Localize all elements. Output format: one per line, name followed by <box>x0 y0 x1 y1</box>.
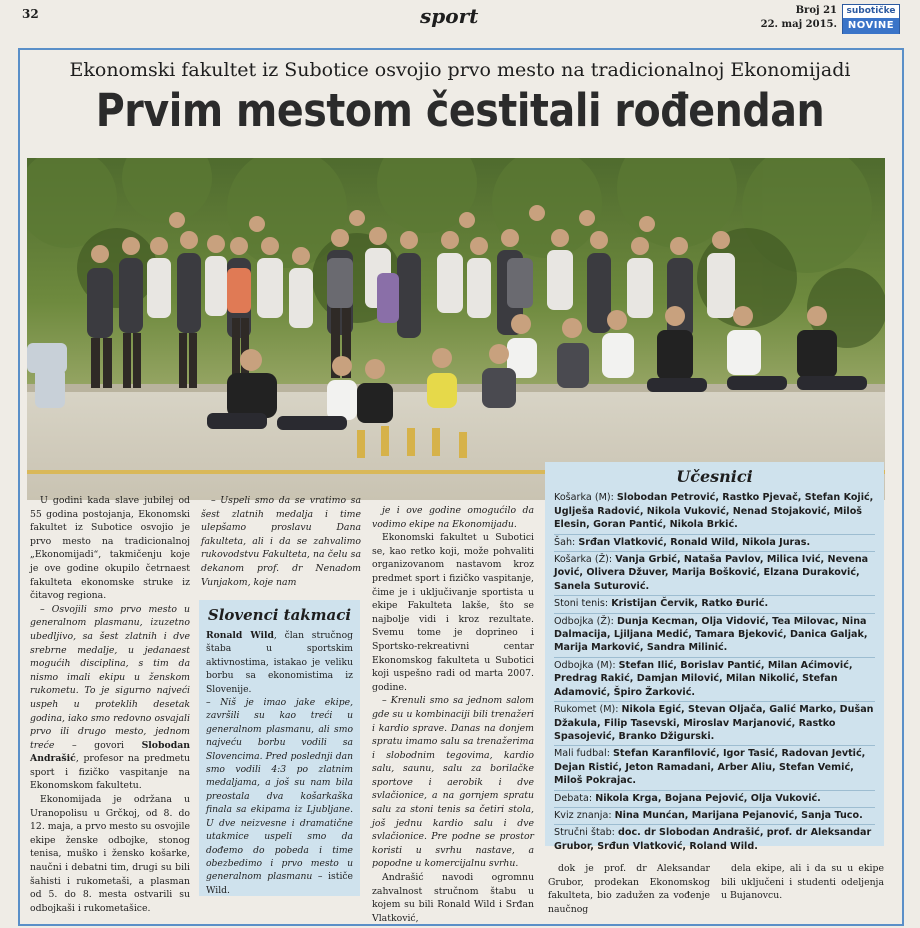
logo-bottom-text: NOVINE <box>843 18 899 34</box>
page-number: 32 <box>22 7 39 21</box>
col3-continuation: je i ove godine omogućilo da vodimo ekipe na Ekonomijadu. <box>372 505 534 530</box>
sidebar-title: Slovenci takmaci <box>207 606 352 624</box>
sidebar-quote <box>206 696 353 897</box>
sidebar-quote-end: – ističe Wild. <box>206 871 353 896</box>
participants-discipline: Stoni tenis: <box>554 598 609 610</box>
participants-names: Nikola Krga, Bojana Pejović, Olja Vuković. <box>595 792 821 804</box>
participants-discipline: Kviz znanja: <box>554 809 612 821</box>
group-photo-illustration <box>27 158 885 500</box>
participants-discipline: Košarka (Ž): <box>554 554 613 566</box>
quote-attribution: – govori <box>54 739 142 751</box>
participants-names: Dunja Kecman, Olja Vidović, Tea Milovac, Nina Dalmacija, Ljiljana Medić, Tamara Bjeković, Danica Galjak, Marija Marković, Sandra Milinić. <box>554 615 868 654</box>
issue-date: 22. maj 2015. <box>760 19 837 30</box>
sidebar-intro <box>206 629 353 696</box>
facility-quote: – Krenuli smo sa jednom salom gde su u kombinaciji bili trenažeri i kardio sprave. Danas na donjem spratu imamo salu sa trenažerima i slobodnim tegovima, kardio salu, saunu, salu za borilačke sportove i aerobik i dve svlačionice, a na gornjem spratu salu za stoni tenis sa četiri stola, još jednu kardio salu i dve svlačionice. Pre podne se prostor koristi u svrhu nastave, a popodne u komercijalnu svrhu. <box>372 695 534 870</box>
sidebar-slovenci <box>199 600 360 896</box>
participants-names: Slobodan Petrović, Rastko Pjevač, Stefan Kojić, Uglješa Radović, Nikola Vuković, Nenad Stojaković, Miloš Elesin, Goran Pantić, Nikola Brkić. <box>554 492 874 531</box>
article-headline: Prvim mestom čestitali rođendan <box>95 84 825 137</box>
sidebar-intro-text: , član stručnog štaba u sportskim aktivnostima, istakao je veliku borbu sa ekonomistima iz Slovenije. <box>206 630 353 695</box>
participants-box <box>545 462 884 852</box>
participants-row <box>554 614 875 658</box>
participants-discipline: Košarka (M): <box>554 492 614 504</box>
thanks-paragraph: – Uspeli smo da se vratimo sa šest zlatnih medalja i time ulepšamo proslavu Dana fakulteta, ali i da se zahvalimo rukovodstvu Fakulteta, na čelu sa dekanom prof. dr Nenadom Vunjakom, koje nam <box>201 495 361 588</box>
issue-info <box>741 4 837 32</box>
participants-discipline: Rukomet (M): <box>554 704 619 716</box>
article-column-1 <box>30 494 190 915</box>
staff-paragraph: Andrašić navodi ogromnu zahvalnost stručnom štabu u kojem su bili Ronald Wild i Srđan Vlatković, <box>372 872 534 924</box>
participants-row <box>554 490 875 534</box>
sidebar-person: Ronald Wild <box>206 630 274 641</box>
article-column-5 <box>721 862 884 903</box>
participants-row <box>554 596 875 613</box>
article-kicker: Ekonomski fakultet iz Subotice osvojio prvo mesto na tradicionalnoj Ekonomijadi <box>69 59 851 81</box>
participants-row <box>554 658 875 702</box>
quote-person-role: , profesor na predmetu sport i fizičko vaspitanje na Ekonomskom fakultetu. <box>30 753 190 792</box>
participants-row <box>554 825 875 855</box>
article-column-4 <box>548 862 710 916</box>
participants-discipline: Šah: <box>554 536 576 548</box>
participants-names: doc. dr Slobodan Andrašić, prof. dr Aleksandar Grubor, Srđun Vlatković, Roland Wild. <box>554 827 872 852</box>
participants-discipline: Odbojka (M): <box>554 659 616 671</box>
sidebar-quote-text: – Niš je imao jake ekipe, završili su kao treći u generalnom plasmanu, ali smo najveću borbu vodili sa Slovencima. Pred poslednji dan smo vodili 4:3 po zlatnim medaljama, a još su nam bila preostala dva košarkaška finala sa ekipama iz Ljubljane. U dve neizvesne i dramatične utakmice uspeli smo da dođemo do pobeda i time obezbedimo i prvo mesto u generalnom plasmanu <box>206 697 353 883</box>
article-column-3 <box>372 504 534 925</box>
quote-text: – Osvojili smo prvo mesto u generalnom plasmanu, izuzetno ubedljivo, sa šest zlatnih i dve srebrne medalje, u jedanaest mogućih disciplina, s tim da nismo imali ekipu u ženskom rukometu. To je sigurno najveći uspeh u proteklih desetak godina, iako smo redovno osvajali prvo ili drugo mesto, jednom treće <box>30 603 190 751</box>
participants-names: Kristijan Červik, Ratko Đurić. <box>611 598 769 610</box>
section-title: sport <box>420 4 479 28</box>
results-paragraph: Ekonomijada je održana u Uranopolisu u Grčkoj, od 8. do 12. maja, a prvo mesto su osvojile ekipe ženske odbojke, stonog tenisa, muško i žensko košarke, naučni i debatni tim, drugi su bili šahisti i rukometaši, a plasman od 5. do 8. mesta ostvarili su odbojkaši i rukometašice. <box>30 794 190 914</box>
participants-row <box>554 808 875 825</box>
participants-discipline: Mali fudbal: <box>554 748 610 760</box>
col4-paragraph: dok je prof. dr Aleksandar Grubor, prodekan Ekonomskog fakulteta, bio zadužen za vođenje naučnog <box>548 863 710 915</box>
participants-names: Srđan Vlatković, Ronald Wild, Nikola Juras. <box>578 536 811 548</box>
quote-person: Slobodan Andrašić <box>30 739 190 765</box>
participants-names: Nikola Egić, Stevan Oljača, Galić Marko, Dušan Džakula, Filip Tasevski, Miroslav Marjanović, Rastko Spasojević, Branko Džigurski. <box>554 704 874 742</box>
intro-paragraph: U godini kada slave jubilej od 55 godina postojanja, Ekonomski fakultet iz Subotice osvojio je prvo mesto na tradicionalnoj „Ekonomijadi“, takmičenju koje je ove godine okupilo četrnaest fakulteta ekonomske struke iz čitavog regiona. <box>30 495 190 602</box>
participants-title: Učesnici <box>676 467 753 486</box>
participants-row <box>554 746 875 790</box>
col5-paragraph: dela ekipe, ali i da su u ekipe bili uključeni i studenti odeljenja u Bujanovcu. <box>721 863 884 902</box>
participants-names: Nina Munćan, Marijana Pejanović, Sanja Tuco. <box>614 809 863 821</box>
participants-row <box>554 791 875 808</box>
participants-row <box>554 535 875 552</box>
quote-paragraph <box>30 603 190 793</box>
issue-number: Broj 21 <box>795 5 837 16</box>
article-column-2 <box>201 494 361 589</box>
participants-row <box>554 702 875 746</box>
participants-names: Stefan Karanfilović, Igor Tasić, Radovan Jevtić, Dejan Ristić, Jeton Ramadani, Arber Aliu, Stefan Vemić, Miloš Pokrajac. <box>554 748 866 787</box>
participants-names: Stefan Ilić, Borislav Pantić, Milan Aćimović, Predrag Rakić, Damjan Milović, Milan Nikolić, Stefan Adamović, Špiro Žarković. <box>554 659 853 698</box>
participants-discipline: Stručni štab: <box>554 827 615 839</box>
participants-names: Vanja Grbić, Nataša Pavlov, Milica Ivić, Nevena Jović, Oliverа Džuver, Marija Bošković, Elzana Duraković, Sanela Suturović. <box>554 554 869 592</box>
participants-list <box>554 490 875 855</box>
participants-discipline: Debata: <box>554 792 593 804</box>
participants-discipline: Odbojka (Ž): <box>554 615 614 627</box>
group-photo <box>27 158 885 500</box>
sport-center-paragraph: Ekonomski fakultet u Subotici se, kao retko koji, može pohvaliti organizovanom nastavom kroz predmet sport i fizičko vaspitanje, čime je i uključivanje sportista u ekipe Fakulteta lakše, što se najbolje vidi i kroz rezultate. Svemu tome je doprineo i Sportsko-rekreativni centar Ekonomskog fakulteta u Subotici koji uspešno radi od marta 2007. godine. <box>372 532 534 693</box>
logo-top-text: subotičke <box>843 5 899 18</box>
newspaper-logo <box>842 4 900 34</box>
participants-row <box>554 552 875 596</box>
